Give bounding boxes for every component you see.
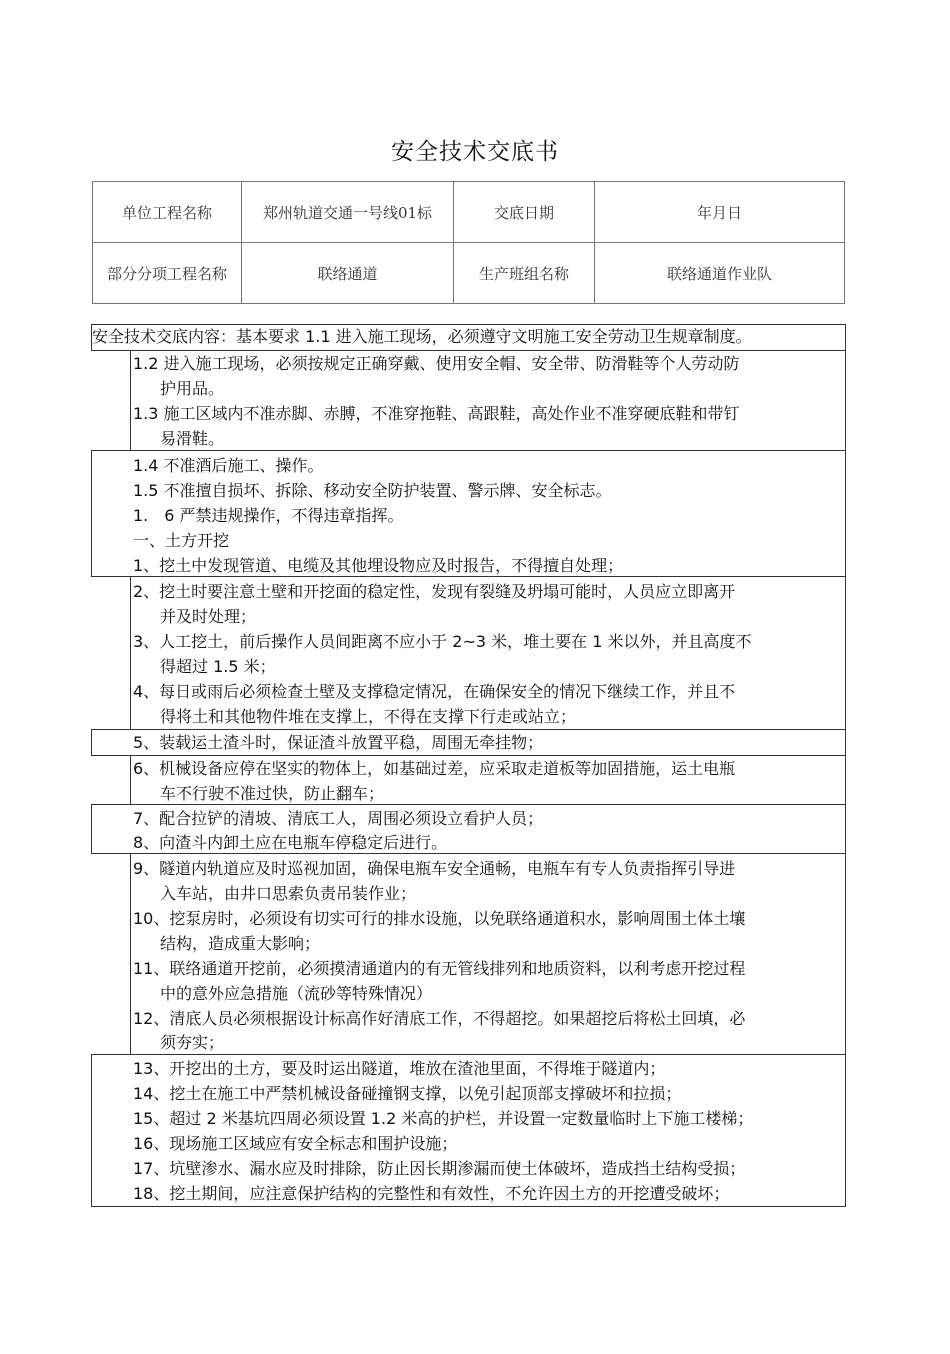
content-line: 1. 6 严禁违规操作，不得违章指挥。: [133, 506, 404, 525]
content-line: 得超过 1.5 米；: [160, 657, 276, 676]
content-line: 15、超过 2 米基坑四周必须设置 1.2 米高的护栏，并设置一定数量临时上下施工楼梯；: [133, 1109, 754, 1128]
info-row-project: [93, 182, 845, 243]
project-value: 郑州轨道交通一号线01标: [242, 182, 454, 243]
content-line: 8、向渣斗内卸土应在电瓶车停稳定后进行。: [133, 833, 448, 852]
content-line: 1.3 施工区域内不准赤脚、赤膊，不准穿拖鞋、高跟鞋，高处作业不准穿硬底鞋和带钉: [133, 404, 740, 423]
content-line: 易滑鞋。: [160, 429, 225, 448]
content-line: 13、开挖出的土方，要及时运出隧道，堆放在渣池里面，不得堆于隧道内；: [133, 1059, 666, 1078]
content-line: 1.5 不准擅自损坏、拆除、移动安全防护装置、警示牌、安全标志。: [133, 481, 612, 500]
content-line: 1.2 进入施工现场，必须按规定正确穿戴、使用安全帽、安全带、防滑鞋等个人劳动防: [133, 354, 740, 373]
content-line: 4、每日或雨后必须检查土壁及支撑稳定情况，在确保安全的情况下继续工作，并且不: [133, 682, 736, 701]
content-line: 结构，造成重大影响；: [160, 934, 321, 953]
content-line: 车不行驶不准过快，防止翻车；: [160, 784, 385, 803]
content-line: 16、现场施工区域应有安全标志和围护设施；: [133, 1134, 458, 1153]
project-label: 单位工程名称: [93, 182, 242, 243]
content-line: 1、挖土中发现管道、电缆及其他埋设物应及时报告，不得擅自处理；: [133, 556, 624, 575]
document-title: 安全技术交底书: [391, 139, 559, 165]
content-header: 安全技术交底内容：基本要求 1.1 进入施工现场，必须遵守文明施工安全劳动卫生规章制度。: [92, 327, 752, 346]
content-line: 7、配合拉铲的清坡、清底工人，周围必须设立看护人员；: [133, 809, 544, 828]
info-table: [92, 181, 845, 304]
content-line: 14、挖土在施工中严禁机械设备碰撞钢支撑，以免引起顶部支撑破坏和拉损；: [133, 1084, 682, 1103]
content-line: 1.4 不准酒后施工、操作。: [133, 456, 324, 475]
content-line: 12、清底人员必须根据设计标高作好清底工作，不得超挖。如果超挖后将松土回填，必: [133, 1009, 746, 1028]
content-line: 护用品。: [160, 379, 225, 398]
date-value: 年月日: [595, 182, 845, 243]
content-line: 一、土方开挖: [133, 531, 230, 550]
content-line: 中的意外应急措施（流砂等特殊情况）: [160, 984, 433, 1003]
content-line: 5、装载运土渣斗时，保证渣斗放置平稳，周围无牵挂物；: [133, 733, 544, 752]
content-line: 10、挖泵房时，必须设有切实可行的排水设施，以免联络通道积水，影响周围土体土壤: [133, 909, 746, 928]
content-line: 11、联络通道开挖前，必须摸清通道内的有无管线排列和地质资料，以利考虑开挖过程: [133, 959, 746, 978]
team-value: 联络通道作业队: [595, 243, 845, 304]
content-line: 得将土和其他物件堆在支撑上，不得在支撑下行走或站立；: [160, 707, 577, 726]
content-line: 须夯实；: [160, 1033, 225, 1052]
content-line: 18、挖土期间，应注意保护结构的完整性和有效性，不允许因土方的开挖遭受破坏；: [133, 1184, 730, 1203]
content-line: 17、坑壁渗水、漏水应及时排除，防止因长期渗漏而使土体破坏，造成挡土结构受损；: [133, 1159, 746, 1178]
date-label: 交底日期: [454, 182, 595, 243]
content-line: 入车站，由井口思索负责吊装作业；: [160, 884, 417, 903]
subproject-label: 部分分项工程名称: [93, 243, 242, 304]
team-label: 生产班组名称: [454, 243, 595, 304]
content-line: 2、挖土时要注意土壁和开挖面的稳定性，发现有裂缝及坍塌可能时，人员应立即离开: [133, 582, 736, 601]
content-line: 3、人工挖土，前后操作人员间距离不应小于 2~3 米，堆土要在 1 米以外，并且高度不: [133, 632, 752, 651]
content-line: 9、隧道内轨道应及时巡视加固，确保电瓶车安全通畅，电瓶车有专人负责指挥引导进: [133, 859, 736, 878]
info-row-subproject: [93, 243, 845, 304]
content-line: 6、机械设备应停在坚实的物体上，如基础过差，应采取走道板等加固措施，运土电瓶: [133, 759, 736, 778]
content-line: 并及时处理；: [160, 607, 257, 626]
subproject-value: 联络通道: [242, 243, 454, 304]
